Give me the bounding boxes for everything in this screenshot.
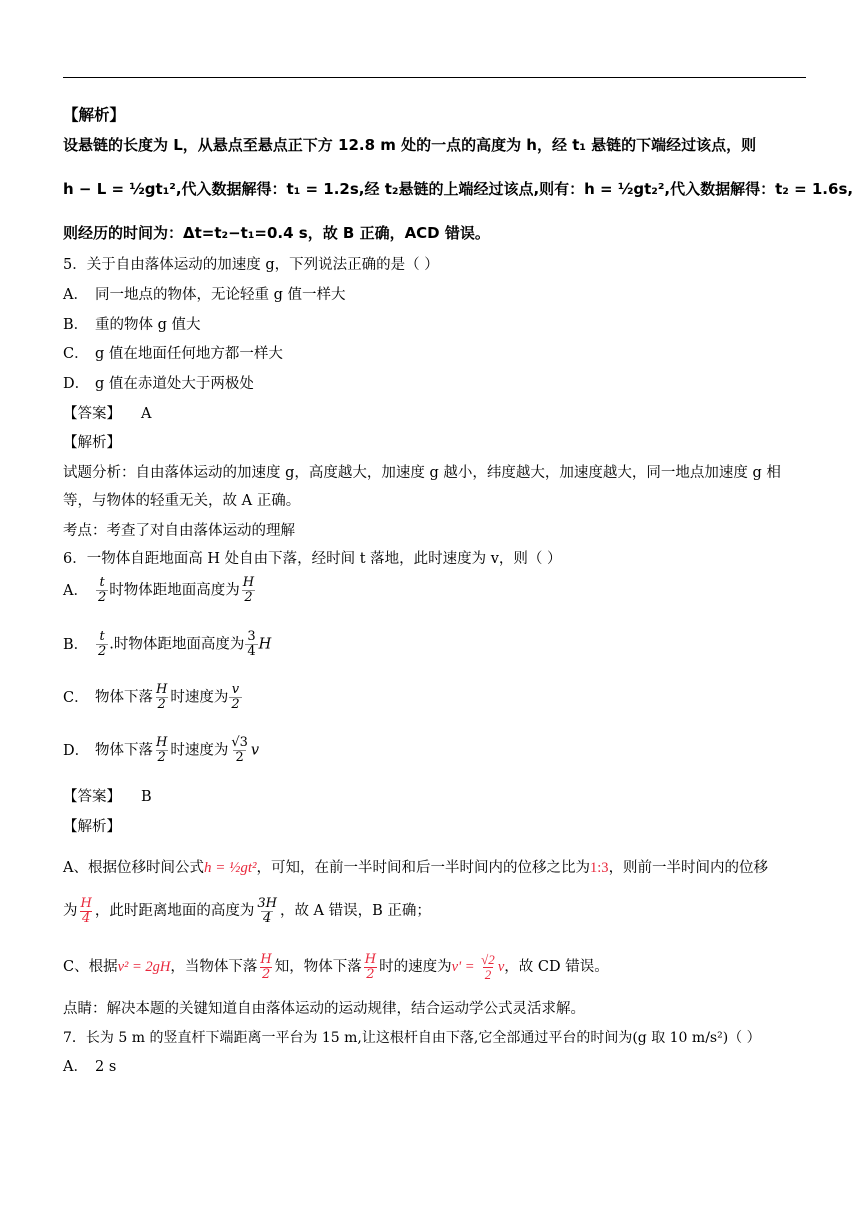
- q6-option-c: [63, 683, 243, 712]
- analysis-text: ，此时距离地面的高度为: [94, 903, 255, 919]
- q5-analysis-label: 【解析】: [63, 435, 121, 451]
- q5-answer: [63, 405, 151, 423]
- fraction: $\frac{√3}{2}$: [231, 735, 248, 765]
- fraction: $\frac{3}{4}$: [247, 629, 256, 659]
- q5-analysis-line1: 试题分析：自由落体运动的加速度 g，高度越大，加速度 g 越小，纬度越大，加速度越大，同一地点加速度 g 相: [63, 465, 781, 481]
- analysis-text: ，当物体下落: [170, 959, 258, 975]
- option-label: C．: [63, 689, 89, 706]
- option-text: g 值在地面任何地方都一样大: [95, 346, 283, 362]
- q5-option-b: [63, 316, 201, 334]
- analysis-text: A、根据位移时间公式: [63, 860, 204, 876]
- analysis-text: 为: [63, 903, 78, 919]
- q6-analysis-a-line2: [63, 895, 431, 927]
- q6-option-b: [63, 630, 271, 659]
- fraction-h-over-2: $\frac{H}{2}$: [260, 951, 272, 982]
- answer-value: A: [141, 406, 152, 422]
- q4-analysis-line3: 则经历的时间为：Δt=t₂−t₁=0.4 s，故 B 正确，ACD 错误。: [63, 224, 490, 242]
- formula-velocity: v² = 2gH: [117, 959, 171, 975]
- option-label: A．: [63, 582, 88, 599]
- option-text: 物体下落: [95, 689, 153, 706]
- option-text: 同一地点的物体，无论轻重 g 值一样大: [95, 287, 346, 303]
- option-label: B．: [63, 636, 89, 653]
- option-text: .时物体距地面高度为: [109, 636, 245, 653]
- option-text: 2 s: [95, 1059, 117, 1075]
- analysis-text: 知，物体下落: [274, 959, 362, 975]
- option-text: 时速度为: [170, 689, 229, 706]
- q6-analysis-label: 【解析】: [63, 819, 121, 835]
- q7-stem: 7．长为 5 m 的竖直杆下端距离一平台为 15 m,让这根杆自由下落,它全部通过平台的时间为(g 取 10 m/s²)（ ）: [63, 1030, 761, 1046]
- q6-option-d: [63, 736, 259, 765]
- analysis-text: ，则前一半时间内的位移: [608, 860, 769, 876]
- q4-analysis-line1: 设悬链的长度为 L，从悬点至悬点正下方 12.8 m 处的一点的高度为 h，经 t₁ 悬链的下端经过该点，则: [63, 136, 757, 154]
- q5-analysis-line2: 等，与物体的轻重无关，故 A 正确。: [63, 493, 301, 509]
- option-label: C．: [63, 346, 89, 362]
- q5-stem: 5．关于自由落体运动的加速度 g，下列说法正确的是（ ）: [63, 257, 439, 273]
- option-text: 时速度为: [170, 742, 229, 759]
- fraction-h-over-2: $\frac{H}{2}$: [364, 951, 377, 982]
- q5-option-c: [63, 345, 283, 363]
- option-label: B．: [63, 317, 89, 333]
- fraction: $\frac{v}{2}$: [231, 682, 240, 712]
- analysis-text: ，故 A 错误，B 正确；: [279, 903, 431, 919]
- math-variable: v: [250, 742, 260, 759]
- header-rule: [63, 77, 806, 78]
- analysis-text: 时的速度为: [379, 959, 452, 975]
- fraction-h-over-4: $\frac{H}{4}$: [80, 895, 92, 926]
- option-label: D．: [63, 376, 90, 392]
- fraction: $\frac{H}{2}$: [156, 735, 168, 765]
- option-label: A．: [63, 1059, 88, 1075]
- fraction: $\frac{t}{2}$: [98, 629, 107, 659]
- option-text: g 值在赤道处大于两极处: [95, 376, 254, 392]
- option-text: 物体下落: [95, 742, 153, 759]
- fraction: $\frac{t}{2}$: [98, 575, 107, 605]
- q5-option-a: [63, 286, 346, 304]
- formula-v-prime: v' = $\frac{√2}{2}$ v: [451, 952, 505, 983]
- option-label: D．: [63, 742, 90, 759]
- q5-kaodian: 考点：考查了对自由落体运动的理解: [63, 523, 295, 539]
- answer-label: 【答案】: [63, 406, 121, 422]
- q4-analysis-line2: h − L = ½gt₁²,代入数据解得：t₁ = 1.2s,经 t₂悬链的上端经过该点,则有：h = ½gt₂²,代入数据解得：t₂ = 1.6s,: [63, 180, 854, 198]
- q6-analysis-c-line: [63, 950, 609, 984]
- fraction: $\frac{H}{2}$: [242, 575, 255, 605]
- answer-label: 【答案】: [63, 789, 121, 805]
- q6-analysis-a-line1: [63, 848, 768, 888]
- option-text: 重的物体 g 值大: [95, 317, 201, 333]
- analysis-text: ，可知，在前一半时间和后一半时间内的位移之比为: [256, 860, 591, 876]
- fraction-3h-over-4: $\frac{3H}{4}$: [257, 895, 277, 926]
- q6-option-a: [63, 576, 257, 605]
- math-variable: H: [258, 636, 272, 653]
- formula-displacement: h = ½gt²: [203, 860, 257, 876]
- q6-stem: 6．一物体自距地面高 H 处自由下落，经时间 t 落地，此时速度为 v，则（ ）: [63, 551, 562, 567]
- analysis-text: C、根据: [63, 959, 118, 975]
- q5-option-d: [63, 375, 254, 393]
- q6-answer: [63, 788, 152, 806]
- analysis-heading: 【解析】: [63, 106, 126, 124]
- ratio: 1:3: [590, 860, 609, 876]
- answer-value: B: [141, 789, 152, 805]
- option-text: 时物体距地面高度为: [109, 582, 240, 599]
- option-label: A．: [63, 287, 88, 303]
- q7-option-a: [63, 1058, 116, 1076]
- fraction: $\frac{H}{2}$: [156, 682, 168, 712]
- q6-dianjing: 点睛：解决本题的关键知道自由落体运动的运动规律，结合运动学公式灵活求解。: [63, 1001, 585, 1017]
- analysis-text: ，故 CD 错误。: [504, 959, 609, 975]
